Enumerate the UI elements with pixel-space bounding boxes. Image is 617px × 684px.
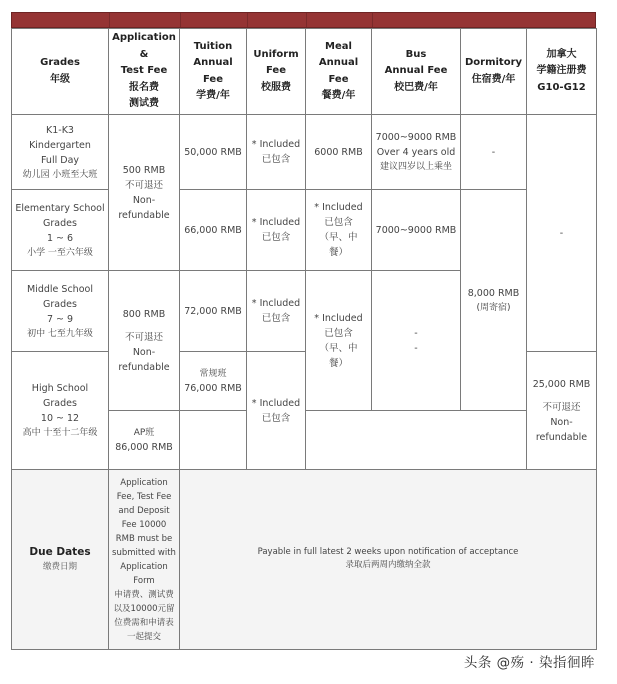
- cell-text: 86,000 RMB: [115, 441, 173, 453]
- header-text: Uniform: [253, 48, 299, 60]
- uniform-high: [247, 352, 306, 470]
- table-row-elementary: [12, 190, 597, 271]
- payable-text: Payable in full latest 2 weeks upon notification of acceptance: [257, 547, 519, 557]
- watermark: 头条 @殇 · 染指徊眸: [463, 655, 595, 671]
- band-segment: [12, 13, 110, 27]
- cell-text: 申请费、测试费: [114, 589, 174, 600]
- header-text: Fee: [328, 73, 349, 85]
- cell-text: Grades: [43, 398, 77, 409]
- cell-text: 800 RMB: [122, 308, 166, 320]
- cell-text: Full Day: [40, 154, 80, 166]
- tuition-middle: 72,000 RMB: [180, 271, 247, 352]
- cell-text: Middle School: [27, 283, 93, 295]
- cell-text: submitted with: [112, 547, 176, 558]
- cell-text: Non-: [132, 346, 156, 358]
- cell-text: * Included: [251, 397, 301, 409]
- header-text: Fee: [266, 65, 286, 77]
- cell-text: and Deposit: [118, 505, 170, 516]
- cell-text: 已包含: [261, 232, 291, 243]
- header-text: 学费/年: [196, 90, 230, 101]
- cell-text: Application: [120, 561, 168, 572]
- canada-fee-high: [527, 352, 597, 470]
- cell-text: 建议四岁以上乘坐: [379, 162, 452, 172]
- header-text: Dormitory: [464, 57, 523, 68]
- cell-text: -: [414, 342, 418, 354]
- header-text: 测试费: [129, 98, 159, 110]
- header-text: Annual: [193, 57, 233, 68]
- tuition-elementary: 66,000 RMB: [180, 190, 247, 271]
- cell-text: refundable: [118, 361, 170, 373]
- header-bus: [372, 29, 461, 115]
- cell-text: 76,000 RMB: [184, 382, 242, 394]
- uniform-elementary: [247, 190, 306, 271]
- table-row-due-dates: [12, 470, 597, 650]
- cell-text: 不可退还: [542, 401, 581, 413]
- cell-text: * Included: [314, 202, 363, 213]
- header-text: Annual Fee: [384, 65, 448, 77]
- cell-text: AP班: [133, 427, 155, 438]
- cell-text: 幼儿园 小班至大班: [22, 169, 98, 180]
- cell-text: -: [414, 327, 418, 339]
- dormitory-elem-to-high: [461, 190, 527, 411]
- cell-text: Non-: [132, 194, 156, 206]
- cell-text: 位费需和申请表: [114, 617, 174, 628]
- spacer: [529, 392, 594, 400]
- header-text: Application: [112, 32, 176, 44]
- cell-text: 已包含: [324, 217, 353, 228]
- cell-text: 餐）: [328, 247, 348, 258]
- cell-text: 500 RMB: [122, 164, 166, 176]
- bus-middle-high: [372, 271, 461, 411]
- header-text: G10-G12: [537, 81, 586, 93]
- tuition-kindergarten: 50,000 RMB: [180, 115, 247, 190]
- cell-text: K1-K3: [46, 124, 74, 136]
- header-text: 校服费: [261, 81, 291, 93]
- cell-text: 已包含: [324, 327, 353, 339]
- bus-kindergarten: [372, 115, 461, 190]
- table-row-kindergarten: [12, 115, 597, 190]
- due-dates-application: [109, 470, 180, 650]
- cell-text: 以及10000元留: [113, 603, 175, 614]
- band-segment: [247, 13, 307, 27]
- due-dates-label-cell: [12, 470, 109, 650]
- header-dormitory: [461, 29, 527, 115]
- band-segment: [109, 13, 181, 27]
- cell-text: （早、中: [319, 232, 358, 243]
- header-text: &: [139, 48, 149, 60]
- header-text: Bus: [405, 48, 427, 60]
- cell-text: Non-: [550, 416, 573, 428]
- dormitory-kindergarten: -: [461, 115, 527, 190]
- cell-text: 不可退还: [124, 179, 163, 191]
- cell-text: 高中 十至十二年级: [22, 428, 98, 438]
- cell-text: 已包含: [261, 154, 291, 165]
- cell-text: Form: [133, 575, 155, 586]
- cell-text: 不可退还: [124, 331, 163, 343]
- cell-text: 小学 一至六年级: [27, 247, 93, 258]
- application-fee-k-elem: [109, 115, 180, 271]
- band-segment: [306, 13, 373, 27]
- spacer: [111, 322, 177, 330]
- cell-text: 10 ~ 12: [40, 413, 80, 424]
- cell-text: Fee 10000: [121, 519, 167, 530]
- cell-text: 一起提交: [126, 631, 161, 642]
- header-text: Fee: [203, 73, 223, 85]
- uniform-middle: [247, 271, 306, 352]
- cell-text: 已包含: [261, 313, 291, 324]
- grade-cell-middle: [12, 271, 109, 352]
- cell-text: 25,000 RMB: [532, 378, 591, 390]
- tuition-high-ap: [109, 411, 180, 470]
- cell-text: Kindergarten: [29, 139, 91, 151]
- cell-text: RMB must be: [115, 533, 173, 544]
- header-text: 学籍注册费: [536, 65, 587, 77]
- cell-text: Over 4 years old: [376, 147, 456, 158]
- header-text: 加拿大: [546, 48, 577, 60]
- cell-text: 8,000 RMB: [467, 287, 520, 299]
- header-text: 校巴费/年: [394, 81, 438, 93]
- meal-elementary: [306, 190, 372, 271]
- cell-text: * Included: [251, 217, 301, 228]
- header-text: 住宿费/年: [471, 73, 516, 85]
- header-text: Annual: [318, 57, 359, 68]
- application-fee-middle-high: [109, 271, 180, 411]
- cell-text: * Included: [314, 312, 363, 324]
- cell-text: Elementary School: [15, 202, 105, 214]
- header-text: 餐费/年: [321, 90, 356, 101]
- header-color-band: [11, 12, 596, 28]
- header-text: Tuition: [193, 40, 233, 52]
- cell-text: 7 ~ 9: [46, 313, 74, 325]
- cell-text: 初中 七至九年级: [27, 328, 93, 339]
- bus-elementary: 7000~9000 RMB: [372, 190, 461, 271]
- cell-text: Fee, Test Fee: [116, 491, 172, 502]
- payable-text-cn: 录取后两周内缴纳全款: [345, 560, 431, 570]
- header-tuition: [180, 29, 247, 115]
- fee-table: [11, 28, 597, 650]
- grade-cell-elementary: [12, 190, 109, 271]
- cell-text: Grades: [43, 217, 77, 229]
- cell-text: High School: [31, 383, 89, 394]
- tuition-high-regular: [180, 352, 247, 411]
- cell-text: 已包含: [261, 412, 291, 424]
- header-grades: [12, 29, 109, 115]
- cell-text: refundable: [535, 431, 588, 443]
- cell-text: * Included: [251, 139, 301, 150]
- header-text: 年级: [50, 73, 70, 85]
- meal-middle-high: [306, 271, 372, 411]
- header-row: [12, 29, 597, 115]
- canada-fee-k-to-middle: -: [527, 115, 597, 352]
- cell-text: Application: [120, 477, 168, 488]
- cell-text: （早、中: [319, 342, 358, 354]
- grade-cell-kindergarten: [12, 115, 109, 190]
- cell-text: * Included: [251, 298, 301, 309]
- header-text: Grades: [40, 57, 80, 68]
- cell-text: 1 ~ 6: [46, 232, 74, 244]
- grade-cell-high: [12, 352, 109, 470]
- cell-text: 7000~9000 RMB: [375, 132, 457, 143]
- due-dates-label-cn: 缴费日期: [42, 561, 77, 572]
- meal-kindergarten: 6000 RMB: [306, 115, 372, 190]
- due-dates-payable: [180, 470, 597, 650]
- cell-text: refundable: [118, 209, 170, 221]
- cell-text: 常规班: [199, 368, 227, 379]
- header-text: Test Fee: [120, 65, 168, 77]
- cell-text: 餐）: [328, 357, 348, 369]
- header-text: 报名费: [129, 81, 159, 93]
- cell-text: Grades: [43, 298, 77, 310]
- band-segment: [180, 13, 248, 27]
- header-application: [109, 29, 180, 115]
- due-dates-label: Due Dates: [29, 545, 91, 558]
- header-canada-registration: [527, 29, 597, 115]
- uniform-kindergarten: [247, 115, 306, 190]
- cell-text: (周寄宿): [476, 302, 511, 313]
- header-uniform: [247, 29, 306, 115]
- header-text: Meal: [325, 40, 352, 52]
- header-meal: [306, 29, 372, 115]
